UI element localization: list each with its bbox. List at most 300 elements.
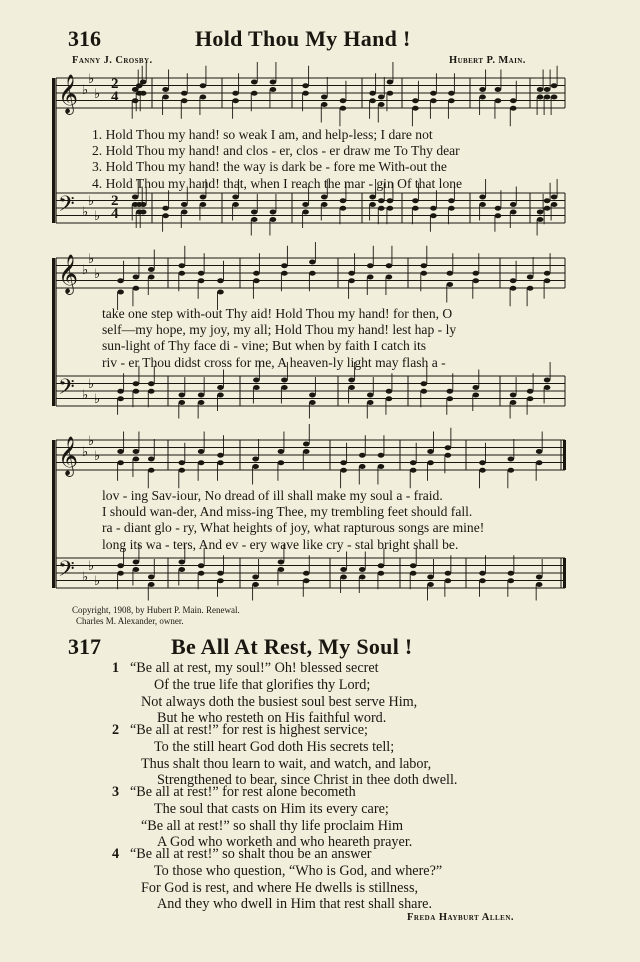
- note-head: [117, 389, 124, 394]
- note-head: [232, 91, 239, 96]
- note-head: [148, 267, 155, 272]
- note-head: [253, 278, 260, 283]
- note-head: [510, 210, 517, 215]
- bass-clef: 𝄢: [58, 375, 75, 405]
- note-head: [410, 571, 417, 576]
- note-head: [179, 271, 186, 276]
- note-head: [445, 578, 452, 583]
- note-head: [378, 95, 385, 100]
- note-head: [340, 198, 347, 203]
- note-head: [302, 91, 309, 96]
- note-head: [479, 468, 486, 473]
- note-head: [421, 381, 428, 386]
- note-head: [198, 563, 205, 568]
- note-head: [448, 91, 455, 96]
- note-head: [378, 206, 385, 211]
- note-head: [200, 195, 207, 200]
- lyrics-system-2: [102, 306, 562, 371]
- verse-line: And they who dwell in Him that rest shall share.: [157, 896, 433, 913]
- note-head: [448, 98, 455, 103]
- final-barline: [563, 558, 566, 588]
- note-head: [544, 198, 551, 203]
- note-head: [359, 464, 366, 469]
- note-head: [252, 575, 259, 580]
- note-head: [340, 106, 347, 111]
- note-head: [479, 460, 486, 465]
- note-head: [445, 453, 452, 458]
- note-head: [252, 464, 259, 469]
- verse-line: To the still heart God doth His secrets tell;: [154, 738, 395, 755]
- flat-sign: ♭: [88, 377, 95, 392]
- note-head: [479, 87, 486, 92]
- verse-number: 3: [112, 784, 120, 800]
- note-head: [510, 202, 517, 207]
- note-head: [133, 381, 140, 386]
- note-head: [340, 468, 347, 473]
- note-head: [281, 271, 288, 276]
- note-head: [270, 210, 277, 215]
- time-sig-bottom: 4: [111, 89, 119, 105]
- note-head: [386, 389, 393, 394]
- note-head: [278, 460, 285, 465]
- note-head: [117, 571, 124, 576]
- lyric-line: self—my hope, my joy, my all; Hold Thou my hand! lest hap - ly: [102, 322, 457, 338]
- note-head: [378, 453, 385, 458]
- note-head: [117, 449, 124, 454]
- note-head: [117, 396, 124, 401]
- note-head: [427, 575, 434, 580]
- note-head: [232, 202, 239, 207]
- note-head: [251, 91, 258, 96]
- note-head: [479, 571, 486, 576]
- final-barline: [563, 440, 566, 470]
- note-head: [132, 195, 139, 200]
- hymn-316-composer: Hubert P. Main.: [449, 55, 526, 66]
- lyrics-system-1: [92, 127, 562, 192]
- note-head: [232, 195, 239, 200]
- verse-line: “Be all at rest, my soul!” Oh! blessed secret: [130, 660, 379, 676]
- note-head: [140, 80, 147, 85]
- note-head: [179, 400, 186, 405]
- verse-line: “Be all at rest!” for rest alone becometh: [130, 784, 356, 800]
- flat-sign: ♭: [82, 570, 89, 585]
- note-head: [369, 202, 376, 207]
- note-head: [378, 198, 385, 203]
- note-head: [348, 278, 355, 283]
- lyric-line: 1. Hold Thou my hand! so weak I am, and help-less; I dare not: [92, 127, 433, 142]
- hymn-316-number: 316: [68, 26, 101, 51]
- note-head: [252, 582, 259, 587]
- note-head: [378, 464, 385, 469]
- note-head: [479, 578, 486, 583]
- note-head: [303, 449, 310, 454]
- note-head: [200, 83, 207, 88]
- note-head: [302, 83, 309, 88]
- note-head: [447, 271, 454, 276]
- flat-sign: ♭: [82, 205, 89, 220]
- system-brace: [52, 78, 55, 223]
- note-head: [217, 278, 224, 283]
- note-head: [412, 98, 419, 103]
- note-head: [537, 95, 544, 100]
- note-head: [430, 91, 437, 96]
- note-head: [302, 202, 309, 207]
- note-head: [278, 560, 285, 565]
- note-head: [445, 571, 452, 576]
- note-head: [387, 198, 394, 203]
- note-head: [179, 263, 186, 268]
- verse-line: Of the true life that glorifies thy Lord;: [154, 676, 371, 693]
- note-head: [140, 91, 147, 96]
- note-head: [510, 98, 517, 103]
- copyright-line: Charles M. Alexander, owner.: [76, 616, 184, 626]
- lyric-line: 4. Hold Thou my hand! that, when I reach the mar - gin Of that lone: [92, 175, 463, 191]
- note-head: [321, 195, 328, 200]
- note-head: [217, 385, 224, 390]
- note-head: [508, 571, 515, 576]
- note-head: [544, 278, 551, 283]
- note-head: [551, 95, 558, 100]
- note-head: [270, 87, 277, 92]
- note-head: [198, 393, 205, 398]
- note-head: [447, 396, 454, 401]
- note-head: [133, 449, 140, 454]
- note-head: [162, 87, 169, 92]
- lyric-line: ra - diant glo - ry, What heights of joy, what rapturous songs are mine!: [102, 520, 485, 536]
- note-head: [217, 571, 224, 576]
- note-head: [412, 106, 419, 111]
- note-head: [217, 578, 224, 583]
- note-head: [508, 578, 515, 583]
- note-head: [181, 98, 188, 103]
- note-head: [148, 457, 155, 462]
- note-head: [551, 202, 558, 207]
- note-head: [447, 389, 454, 394]
- note-head: [217, 453, 224, 458]
- treble-clef: 𝄞: [58, 74, 79, 114]
- note-head: [181, 91, 188, 96]
- note-head: [369, 195, 376, 200]
- note-head: [386, 275, 393, 280]
- note-head: [369, 98, 376, 103]
- note-head: [430, 213, 437, 218]
- note-head: [148, 381, 155, 386]
- note-head: [181, 210, 188, 215]
- note-head: [386, 396, 393, 401]
- note-head: [378, 102, 385, 107]
- note-head: [132, 98, 139, 103]
- note-head: [387, 91, 394, 96]
- note-head: [117, 290, 124, 295]
- note-head: [421, 271, 428, 276]
- note-head: [495, 98, 502, 103]
- note-head: [544, 385, 551, 390]
- note-head: [270, 80, 277, 85]
- flat-sign: ♭: [94, 574, 101, 589]
- note-head: [367, 400, 374, 405]
- flat-sign: ♭: [82, 445, 89, 460]
- note-head: [430, 206, 437, 211]
- verse-line: Strengthened to bear, since Christ in thee doth dwell.: [157, 772, 458, 789]
- flat-sign: ♭: [94, 209, 101, 224]
- note-head: [217, 290, 224, 295]
- note-head: [309, 400, 316, 405]
- note-head: [430, 98, 437, 103]
- note-head: [527, 275, 534, 280]
- note-head: [544, 95, 551, 100]
- note-head: [421, 263, 428, 268]
- note-head: [536, 449, 543, 454]
- note-head: [448, 206, 455, 211]
- note-head: [133, 389, 140, 394]
- flat-sign: ♭: [94, 449, 101, 464]
- note-head: [133, 567, 140, 572]
- flat-sign: ♭: [88, 194, 95, 209]
- note-head: [447, 282, 454, 287]
- note-head: [445, 445, 452, 450]
- note-head: [340, 575, 347, 580]
- note-head: [148, 389, 155, 394]
- note-head: [340, 567, 347, 572]
- verse-line: The soul that casts on Him its every care;: [154, 800, 389, 817]
- note-head: [303, 578, 310, 583]
- note-head: [251, 80, 258, 85]
- lyric-line: long its wa - ters, And ev - ery wave like cry - stal bright shall be.: [102, 536, 459, 552]
- note-head: [251, 210, 258, 215]
- lyrics-system-3: [102, 488, 562, 553]
- note-head: [421, 389, 428, 394]
- note-head: [179, 460, 186, 465]
- note-head: [536, 582, 543, 587]
- verse-number: 2: [112, 722, 120, 738]
- note-head: [117, 278, 124, 283]
- note-head: [544, 271, 551, 276]
- note-head: [117, 460, 124, 465]
- note-head: [473, 385, 480, 390]
- note-head: [551, 83, 558, 88]
- note-head: [309, 260, 316, 265]
- note-head: [302, 210, 309, 215]
- note-head: [367, 263, 374, 268]
- note-head: [479, 195, 486, 200]
- verse-4: [112, 846, 443, 913]
- note-head: [309, 393, 316, 398]
- note-head: [427, 460, 434, 465]
- note-head: [253, 385, 260, 390]
- note-head: [148, 468, 155, 473]
- flat-sign: ♭: [82, 388, 89, 403]
- note-head: [551, 195, 558, 200]
- note-head: [473, 393, 480, 398]
- lyric-line: I should wan-der, And miss-ing Thee, my trembling feet should fall.: [102, 504, 473, 520]
- note-head: [133, 286, 140, 291]
- flat-sign: ♭: [94, 392, 101, 407]
- flat-sign: ♭: [82, 83, 89, 98]
- note-head: [179, 567, 186, 572]
- note-head: [340, 206, 347, 211]
- note-head: [387, 80, 394, 85]
- note-head: [536, 575, 543, 580]
- note-head: [200, 95, 207, 100]
- note-head: [303, 442, 310, 447]
- note-head: [348, 271, 355, 276]
- note-head: [495, 213, 502, 218]
- note-head: [198, 460, 205, 465]
- time-signature-bass: [111, 195, 119, 221]
- lyric-line: 3. Hold Thou my hand! the way is dark be - fore me With-out the: [92, 159, 447, 175]
- note-head: [544, 87, 551, 92]
- note-head: [340, 460, 347, 465]
- hymn-317-title: Be All At Rest, My Soul !: [171, 634, 413, 659]
- note-head: [253, 378, 260, 383]
- note-head: [367, 275, 374, 280]
- note-head: [410, 563, 417, 568]
- note-head: [232, 98, 239, 103]
- verse-line: “Be all at rest!” so shalt thou be an answer: [130, 846, 372, 862]
- note-head: [148, 582, 155, 587]
- verse-line: For God is rest, and where He dwells is stillness,: [141, 879, 419, 896]
- note-head: [510, 286, 517, 291]
- note-head: [427, 449, 434, 454]
- note-head: [410, 468, 417, 473]
- note-head: [198, 271, 205, 276]
- lyric-line: riv - er Thou didst cross for me, A heaven-ly light may flash a -: [102, 354, 446, 370]
- note-head: [133, 457, 140, 462]
- note-head: [198, 400, 205, 405]
- note-head: [133, 275, 140, 280]
- verse-line: But he who resteth on His faithful word.: [157, 710, 387, 727]
- note-head: [410, 460, 417, 465]
- note-head: [251, 217, 258, 222]
- verse-line: To those who question, “Who is God, and where?”: [154, 862, 443, 879]
- time-sig-bottom: 4: [111, 206, 119, 222]
- note-head: [348, 385, 355, 390]
- note-head: [378, 571, 385, 576]
- note-head: [427, 582, 434, 587]
- flat-sign: ♭: [94, 87, 101, 102]
- lyric-line: 2. Hold Thou my hand! and clos - er, clos - er draw me To Thy dear: [92, 143, 460, 159]
- hymn-317-author: Freda Hayburt Allen.: [407, 912, 515, 923]
- note-head: [140, 210, 147, 215]
- note-head: [479, 95, 486, 100]
- note-head: [179, 560, 186, 565]
- note-head: [348, 378, 355, 383]
- verse-2: [112, 722, 458, 789]
- note-head: [321, 95, 328, 100]
- note-head: [412, 206, 419, 211]
- note-head: [179, 393, 186, 398]
- note-head: [544, 378, 551, 383]
- hymn-317-number: 317: [68, 634, 101, 659]
- note-head: [367, 393, 374, 398]
- time-sig-top: 2: [111, 193, 119, 209]
- note-head: [537, 217, 544, 222]
- note-head: [181, 202, 188, 207]
- bass-clef: 𝄢: [58, 192, 75, 222]
- note-head: [479, 202, 486, 207]
- note-head: [537, 87, 544, 92]
- note-head: [321, 102, 328, 107]
- note-head: [510, 278, 517, 283]
- note-head: [473, 271, 480, 276]
- note-head: [544, 206, 551, 211]
- note-head: [510, 393, 517, 398]
- note-head: [278, 567, 285, 572]
- note-head: [140, 202, 147, 207]
- hymn-316-title: Hold Thou My Hand !: [195, 26, 411, 51]
- note-head: [252, 457, 259, 462]
- note-head: [162, 95, 169, 100]
- note-head: [537, 210, 544, 215]
- time-signature-treble: [111, 78, 119, 104]
- note-head: [495, 206, 502, 211]
- note-head: [369, 91, 376, 96]
- verse-line: Not always doth the busiest soul best serve Him,: [141, 693, 418, 710]
- note-head: [340, 98, 347, 103]
- copyright-line: Copyright, 1908, by Hubert P. Main. Renewal.: [72, 605, 240, 615]
- note-head: [198, 571, 205, 576]
- note-head: [133, 560, 140, 565]
- flat-sign: ♭: [88, 72, 95, 87]
- note-head: [148, 275, 155, 280]
- note-head: [309, 271, 316, 276]
- treble-clef: 𝄞: [58, 436, 79, 476]
- verse-number: 1: [112, 660, 120, 676]
- lyric-line: sun-light of Thy face di - vine; But when by faith I catch its: [102, 338, 427, 354]
- note-head: [278, 449, 285, 454]
- hymn-316-lyricist: Fanny J. Crosby.: [72, 55, 153, 66]
- flat-sign: ♭: [82, 263, 89, 278]
- note-head: [321, 202, 328, 207]
- verse-3: [112, 784, 413, 851]
- time-sig-top: 2: [111, 76, 119, 92]
- note-head: [179, 468, 186, 473]
- verse-line: Thus shalt thou learn to wait, and watch, and labor,: [141, 755, 432, 772]
- treble-clef: 𝄞: [58, 254, 79, 294]
- note-head: [198, 449, 205, 454]
- note-head: [253, 271, 260, 276]
- note-head: [387, 206, 394, 211]
- note-head: [448, 198, 455, 203]
- flat-sign: ♭: [88, 434, 95, 449]
- note-head: [281, 378, 288, 383]
- note-head: [508, 457, 515, 462]
- flat-sign: ♭: [94, 267, 101, 282]
- note-head: [117, 563, 124, 568]
- note-head: [378, 563, 385, 568]
- note-head: [270, 217, 277, 222]
- verse-number: 4: [112, 846, 120, 862]
- note-head: [359, 575, 366, 580]
- note-head: [217, 460, 224, 465]
- note-head: [217, 393, 224, 398]
- system-brace: [52, 258, 55, 406]
- copyright: [72, 605, 240, 627]
- note-head: [510, 400, 517, 405]
- note-head: [281, 263, 288, 268]
- note-head: [473, 278, 480, 283]
- verse-line: “Be all at rest!” for rest is highest service;: [130, 722, 368, 738]
- note-head: [386, 263, 393, 268]
- note-head: [148, 575, 155, 580]
- note-head: [162, 213, 169, 218]
- verse-line: A God who worketh and who heareth prayer.: [157, 834, 413, 851]
- note-head: [495, 87, 502, 92]
- note-head: [198, 278, 205, 283]
- note-head: [162, 206, 169, 211]
- flat-sign: ♭: [88, 252, 95, 267]
- lyric-line: take one step with-out Thy aid! Hold Thou my hand! for then, O: [102, 306, 453, 321]
